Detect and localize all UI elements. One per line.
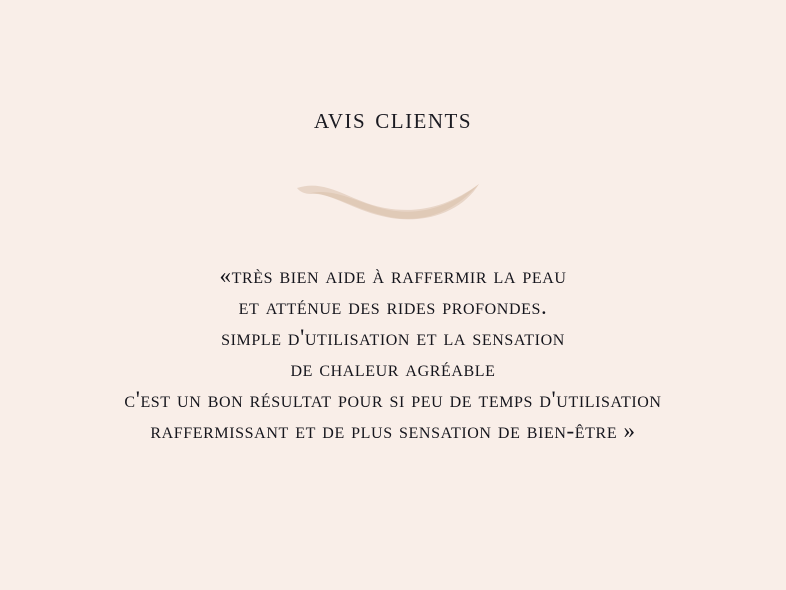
testimonial-line: simple d'utilisation et la sensation <box>221 325 565 351</box>
testimonial-line: «très bien aide à raffermir la peau <box>219 263 567 289</box>
testimonial-line: raffermissant et de plus sensation de bien-être » <box>150 418 636 444</box>
testimonial-line: c'est un bon résultat pour si peu de temps d'utilisation <box>124 387 662 413</box>
page-title: avis clients <box>313 102 473 135</box>
testimonial-line: de chaleur agréable <box>290 356 496 382</box>
testimonial-text <box>13 260 773 446</box>
decorative-swash-divider-icon <box>293 176 493 222</box>
testimonial-line: et atténue des rides profondes. <box>238 294 548 320</box>
